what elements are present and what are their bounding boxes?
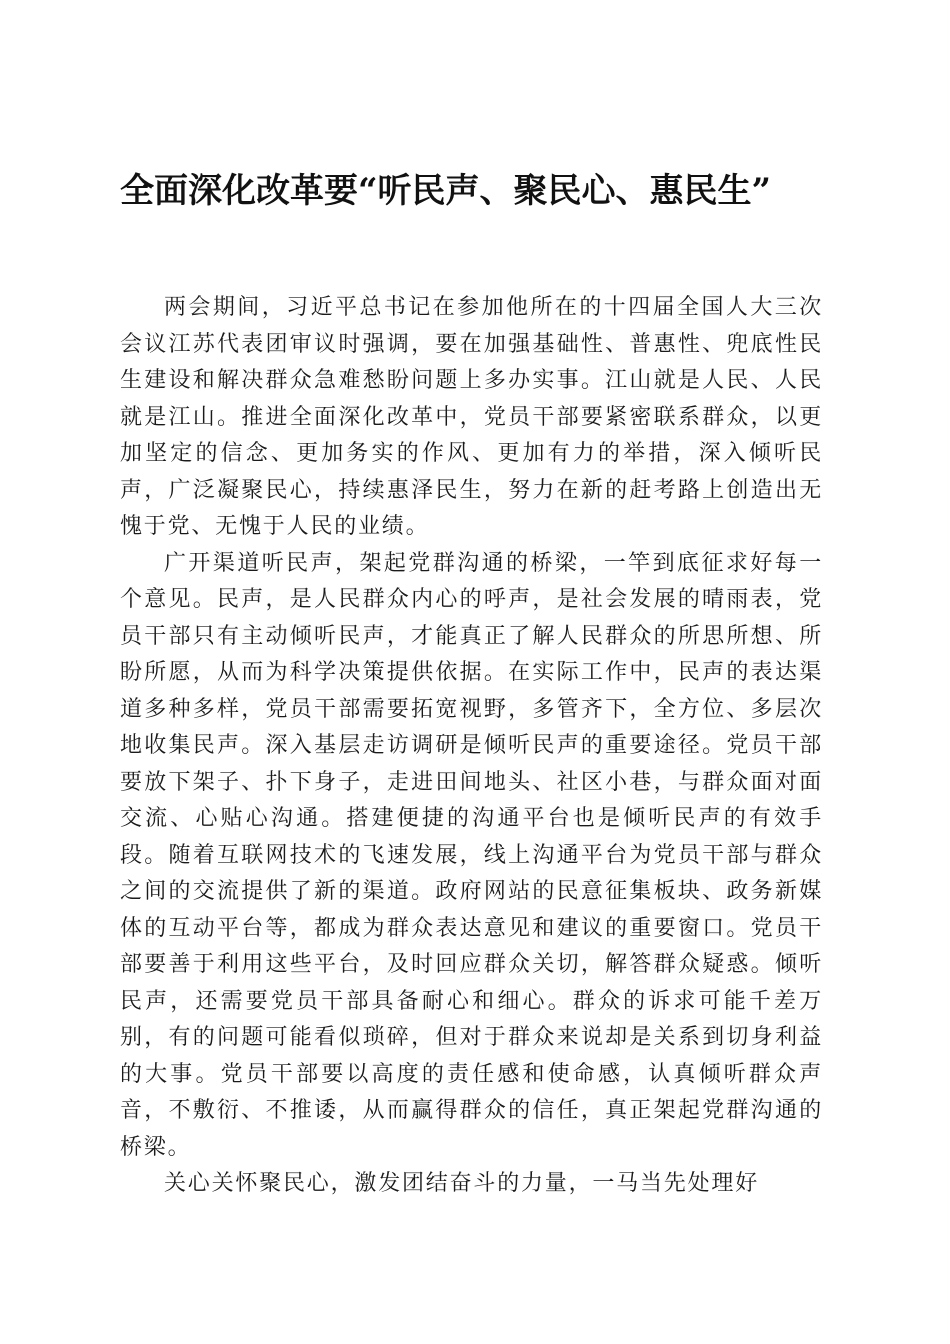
document-body — [120, 290, 823, 1203]
paragraph-3: 关心关怀聚民心，激发团结奋斗的力量，一马当先处理好 — [164, 1171, 760, 1196]
paragraph-1: 两会期间，习近平总书记在参加他所在的十四届全国人大三次会议江苏代表团审议时强调，要在加强基础性、普惠性、兜底性民生建设和解决群众急难愁盼问题上多办实事。江山就是人民、人民就是江山。推进全面深化改革中，党员干部要紧密联系群众，以更加坚定的信念、更加务实的作风、更加有力的举措，深入倾听民声，广泛凝聚民心，持续惠泽民生，努力在新的赶考路上创造出无愧于党、无愧于人民的业绩。 — [120, 295, 823, 539]
document-title: 全面深化改革要“听民声、聚民心、惠民生” — [120, 171, 772, 211]
paragraph-2: 广开渠道听民声，架起党群沟通的桥梁，一竿到底征求好每一个意见。民声，是人民群众内心的呼声，是社会发展的晴雨表，党员干部只有主动倾听民声，才能真正了解人民群众的所思所想、所盼所愿，从而为科学决策提供依据。在实际工作中，民声的表达渠道多种多样，党员干部需要拓宽视野，多管齐下，全方位、多层次地收集民声。深入基层走访调研是倾听民声的重要途径。党员干部要放下架子、扑下身子，走进田间地头、社区小巷，与群众面对面交流、心贴心沟通。搭建便捷的沟通平台也是倾听民声的有效手段。随着互联网技术的飞速发展，线上沟通平台为党员干部与群众之间的交流提供了新的渠道。政府网站的民意征集板块、政务新媒体的互动平台等，都成为群众表达意见和建议的重要窗口。党员干部要善于利用这些平台，及时回应群众关切，解答群众疑惑。倾听民声，还需要党员干部具备耐心和细心。群众的诉求可能千差万别，有的问题可能看似琐碎，但对于群众来说却是关系到切身利益的大事。党员干部要以高度的责任感和使命感，认真倾听群众声音，不敷衍、不推诿，从而赢得群众的信任，真正架起党群沟通的桥梁。 — [120, 550, 823, 1160]
